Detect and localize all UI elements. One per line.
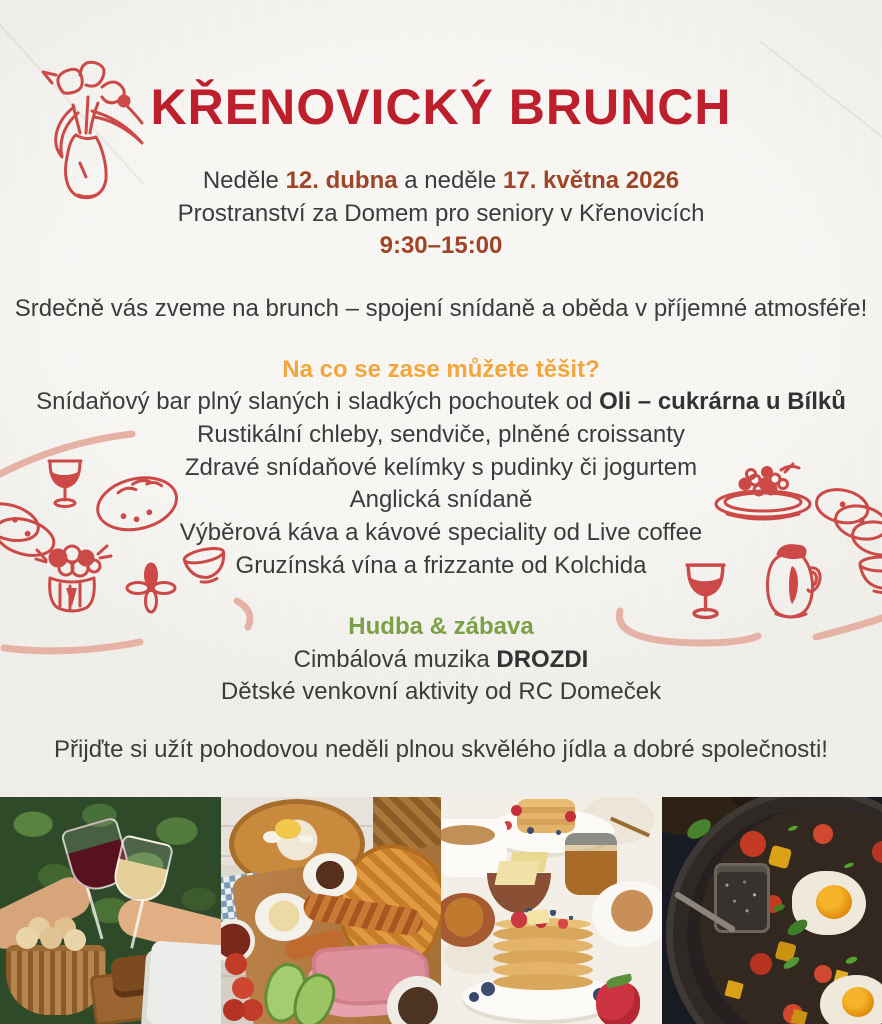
butter-bowl (255, 893, 313, 941)
small-pancake-stack (517, 799, 575, 833)
squash-cubes (768, 845, 792, 869)
photo-wine-toast (0, 797, 221, 1024)
photo-pancakes (441, 797, 662, 1024)
date-second: 17. května 2026 (503, 167, 680, 194)
text-segment: Cimbálová muzika (293, 646, 497, 673)
butter-pat (526, 909, 549, 925)
text-segment: Neděle (202, 167, 286, 194)
berries (511, 805, 522, 816)
date-line (0, 167, 882, 196)
treats-item: Zdravé snídaňové kelímky s pudinky či jogurtem (184, 454, 698, 481)
date-first: 12. dubna (285, 167, 398, 194)
text-segment: Snídaňový bar plný slaných i sladkých pochoutek od (36, 388, 600, 415)
chocolate-bowl (303, 853, 357, 897)
photo-strip (0, 797, 882, 1024)
strawberry (596, 982, 640, 1024)
treats-heading: Na co se zase můžete těšit? (282, 356, 600, 383)
white-plates (146, 940, 221, 1024)
blueberries (481, 982, 495, 996)
butter-cubes (494, 861, 539, 885)
music-item (0, 646, 882, 675)
photo-shakshuka (662, 797, 882, 1024)
egg-yolk (816, 885, 852, 919)
treats-item: Výběrová káva a kávové speciality od Live coffee (179, 519, 703, 546)
music-item: Dětské venkovní aktivity od RC Domeček (220, 678, 662, 705)
text-segment: a neděle (397, 167, 504, 194)
treats-item: Anglická snídaně (349, 486, 533, 513)
cta-line: Přijďte si užít pohodovou neděli plnou skvělého jídla a dobré společnosti! (54, 736, 828, 763)
poster-title: KŘENOVICKÝ BRUNCH (150, 79, 732, 135)
strawberries-blueberries (511, 912, 527, 928)
fried-egg (275, 819, 301, 839)
photo-breakfast-board (221, 797, 442, 1024)
roasted-tomatoes (740, 831, 766, 857)
pancake-stack (493, 974, 593, 990)
music-heading: Hudba & zábava (348, 613, 534, 640)
treats-item: Gruzínská vína a frizzante od Kolchida (235, 552, 647, 579)
cherry-tomatoes (225, 953, 247, 975)
treats-item (0, 388, 882, 417)
bread-pieces (16, 927, 38, 949)
intro-line: Srdečně vás zveme na brunch – spojení snídaně a oběda v příjemné atmosféře! (14, 295, 868, 322)
time-line: 9:30–15:00 (379, 232, 503, 259)
treats-item: Rustikální chleby, sendviče, plněné croissanty (197, 421, 685, 448)
egg-yolk (842, 987, 874, 1017)
band-name: DROZDI (496, 646, 589, 673)
location-line: Prostranství za Domem pro seniory v Křenovicích (177, 200, 705, 227)
vendor-name: Oli – cukrárna u Bílků (599, 388, 846, 415)
